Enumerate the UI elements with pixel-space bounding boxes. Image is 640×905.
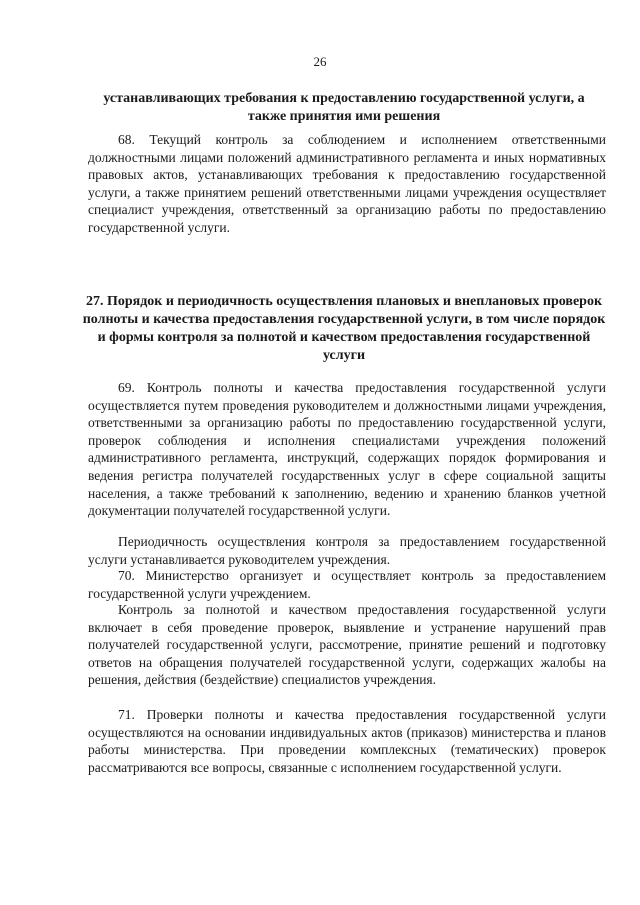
- paragraph-68: 68. Текущий контроль за соблюдением и исполнением ответственными должностными лицами положений административного регламента и иных нормативных правовых актов, устанавливающих требования к предоставлению государственной услуги, а также принятием решений ответственными лицами учреждения осуществляет специалист учреждения, ответственный за организацию работы по предоставлению государственной услуги.: [88, 132, 606, 235]
- section-heading-27: 27. Порядок и периодичность осуществления плановых и внеплановых проверок полноты и качества предоставления государственной услуги, в том числе порядок и формы контроля за полнотой и качеством предоставления государственной услуги: [82, 294, 606, 363]
- paragraph-71: 71. Проверки полноты и качества предоставления государственной услуги осуществляются на основании индивидуальных актов (приказов) министерства и планов работы министерства. При проведении комплексных (тематических) проверок рассматриваются все вопросы, связанные с исполнением государственной услуги.: [88, 707, 606, 775]
- paragraph-70: 70. Министерство организует и осуществляет контроль за предоставлением государственной услуги учреждением.: [88, 568, 606, 601]
- paragraph-69: 69. Контроль полноты и качества предоставления государственной услуги осуществляется путем проведения руководителем и должностными лицами учреждения, ответственными за организацию работы по предоставлению государственной услуги, проверок соблюдения и исполнения специалистами учреждения положений административного регламента, инструкций, содержащих порядок формирования и ведения регистра получателей государственных услуг в сфере социальной защиты населения, а также требований к заполнению, ведению и хранению бланков учетной документации получателей государственной услуги.: [88, 380, 606, 519]
- page-number: 26: [313, 54, 327, 69]
- paragraph-70-control: Контроль за полнотой и качеством предоставления государственной услуги включает в себя проведение проверок, выявление и устранение нарушений прав получателей государственной услуги, рассмотрение, принятие решений и подготовку ответов на обращения получателей государственной услуги, содержащих жалобы на решения, действия (бездействие) специалистов учреждения.: [88, 602, 606, 688]
- section-heading-continuation: устанавливающих требования к предоставлению государственной услуги, а также принятия ими решения: [103, 91, 585, 124]
- paragraph-69-periodicity: Периодичность осуществления контроля за предоставлением государственной услуги устанавливается руководителем учреждения.: [88, 534, 606, 567]
